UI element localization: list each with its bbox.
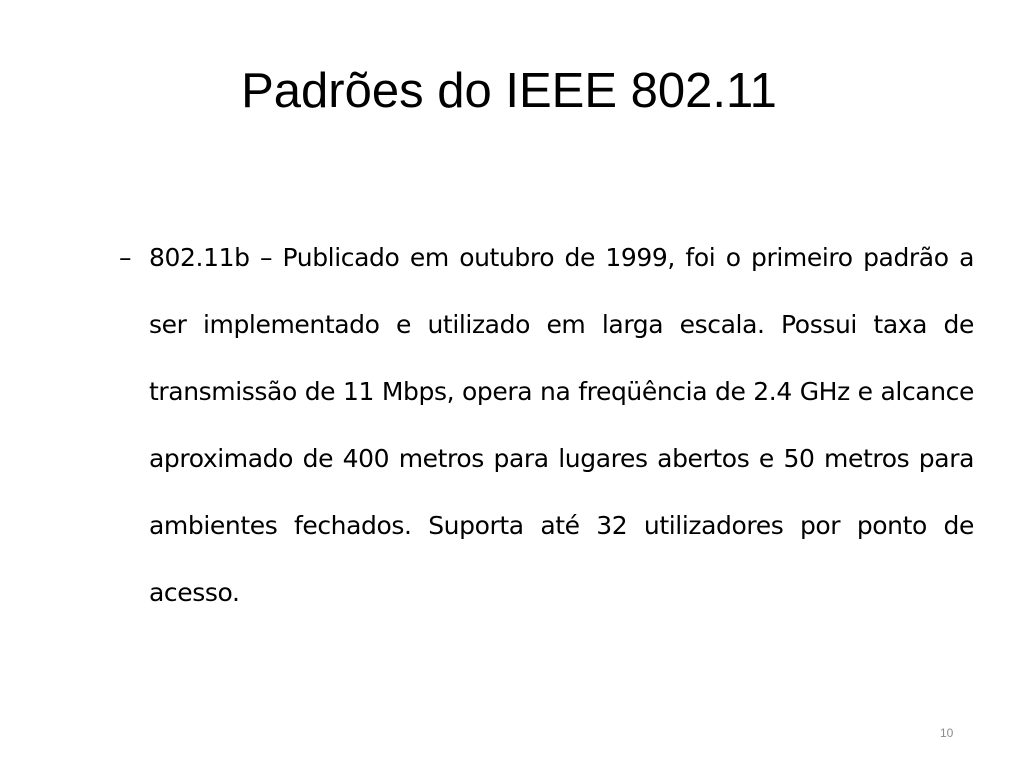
slide-title: Padrões do IEEE 802.11	[241, 64, 777, 118]
page-number: 10	[940, 726, 954, 740]
bullet-item	[119, 224, 974, 626]
bullet-text: 802.11b – Publicado em outubro de 1999, foi o primeiro padrão a ser implementado e utilizado em larga escala. Possui taxa de transmissão de 11 Mbps, opera na freqüência de 2.4 GHz e alcance aproximado de 400 metros para lugares abertos e 50 metros para ambientes fechados. Suporta até 32 utilizadores por ponto de acesso.	[149, 243, 974, 607]
bullet-marker: –	[119, 243, 132, 272]
